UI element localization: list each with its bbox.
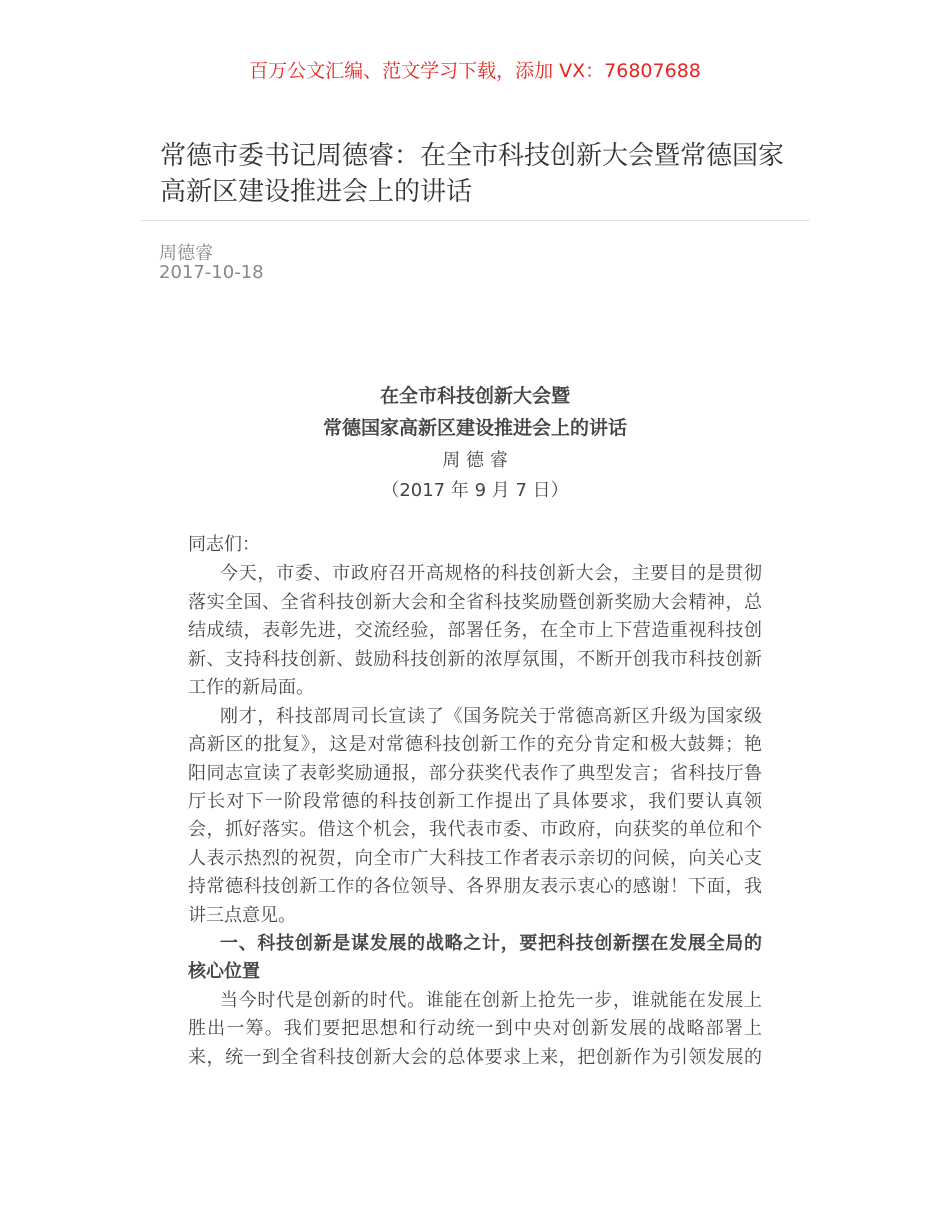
body-line: 人表示热烈的祝贺，向全市广大科技工作者表示亲切的问候，向关心支: [188, 848, 762, 869]
body-line: 新、支持科技创新、鼓励科技创新的浓厚氛围，不断开创我市科技创新: [188, 649, 762, 670]
doc-heading-line1: 在全市科技创新大会暨: [379, 385, 570, 407]
body-line: 高新区的批复》，这是对常德科技创新工作的充分肯定和极大鼓舞；艳: [188, 734, 762, 755]
body-line: 同志们：: [188, 534, 260, 555]
body-line: 厅长对下一阶段常德的科技创新工作提出了具体要求，我们要认真领: [188, 791, 762, 812]
section-heading-line: 一、科技创新是谋发展的战略之计，要把科技创新摆在发展全局的: [220, 933, 762, 954]
body-line: 结成绩，表彰先进，交流经验，部署任务，在全市上下营造重视科技创: [188, 620, 762, 641]
body-line: 当今时代是创新的时代。谁能在创新上抢先一步，谁就能在发展上: [220, 990, 762, 1011]
article-date: 2017-10-18: [159, 262, 264, 283]
body-line: 阳同志宣读了表彰奖励通报，部分获奖代表作了典型发言；省科技厅鲁: [188, 763, 762, 784]
doc-heading-line2: 常德国家高新区建设推进会上的讲话: [322, 417, 627, 439]
body-line: 持常德科技创新工作的各位领导、各界朋友表示衷心的感谢！下面，我: [188, 876, 762, 897]
doc-speaker: 周 德 睿: [442, 450, 508, 471]
section-heading-line: 核心位置: [188, 961, 260, 982]
body-line: 刚才，科技部周司长宣读了《国务院关于常德高新区升级为国家级: [220, 706, 762, 727]
body-line: 胜出一筹。我们要把思想和行动统一到中央对创新发展的战略部署上: [188, 1018, 762, 1039]
article-author: 周德睿: [159, 243, 213, 264]
promo-banner: 百万公文汇编、范文学习下载，添加 VX：76807688: [249, 60, 701, 82]
body-line: 今天，市委、市政府召开高规格的科技创新大会，主要目的是贯彻: [220, 563, 762, 584]
body-line: 落实全国、全省科技创新大会和全省科技奖励暨创新奖励大会精神，总: [188, 592, 762, 613]
body-line: 会，抓好落实。借这个机会，我代表市委、市政府，向获奖的单位和个: [188, 819, 762, 840]
body-line: 来，统一到全省科技创新大会的总体要求上来，把创新作为引领发展的: [188, 1047, 762, 1068]
article-title: 常德市委书记周德睿：在全市科技创新大会暨常德国家高新区建设推进会上的讲话: [160, 141, 785, 207]
doc-speech-date: （2017 年 9 月 7 日）: [381, 480, 569, 501]
body-line: 讲三点意见。: [188, 905, 296, 926]
divider: [140, 220, 810, 221]
body-line: 工作的新局面。: [188, 677, 314, 698]
